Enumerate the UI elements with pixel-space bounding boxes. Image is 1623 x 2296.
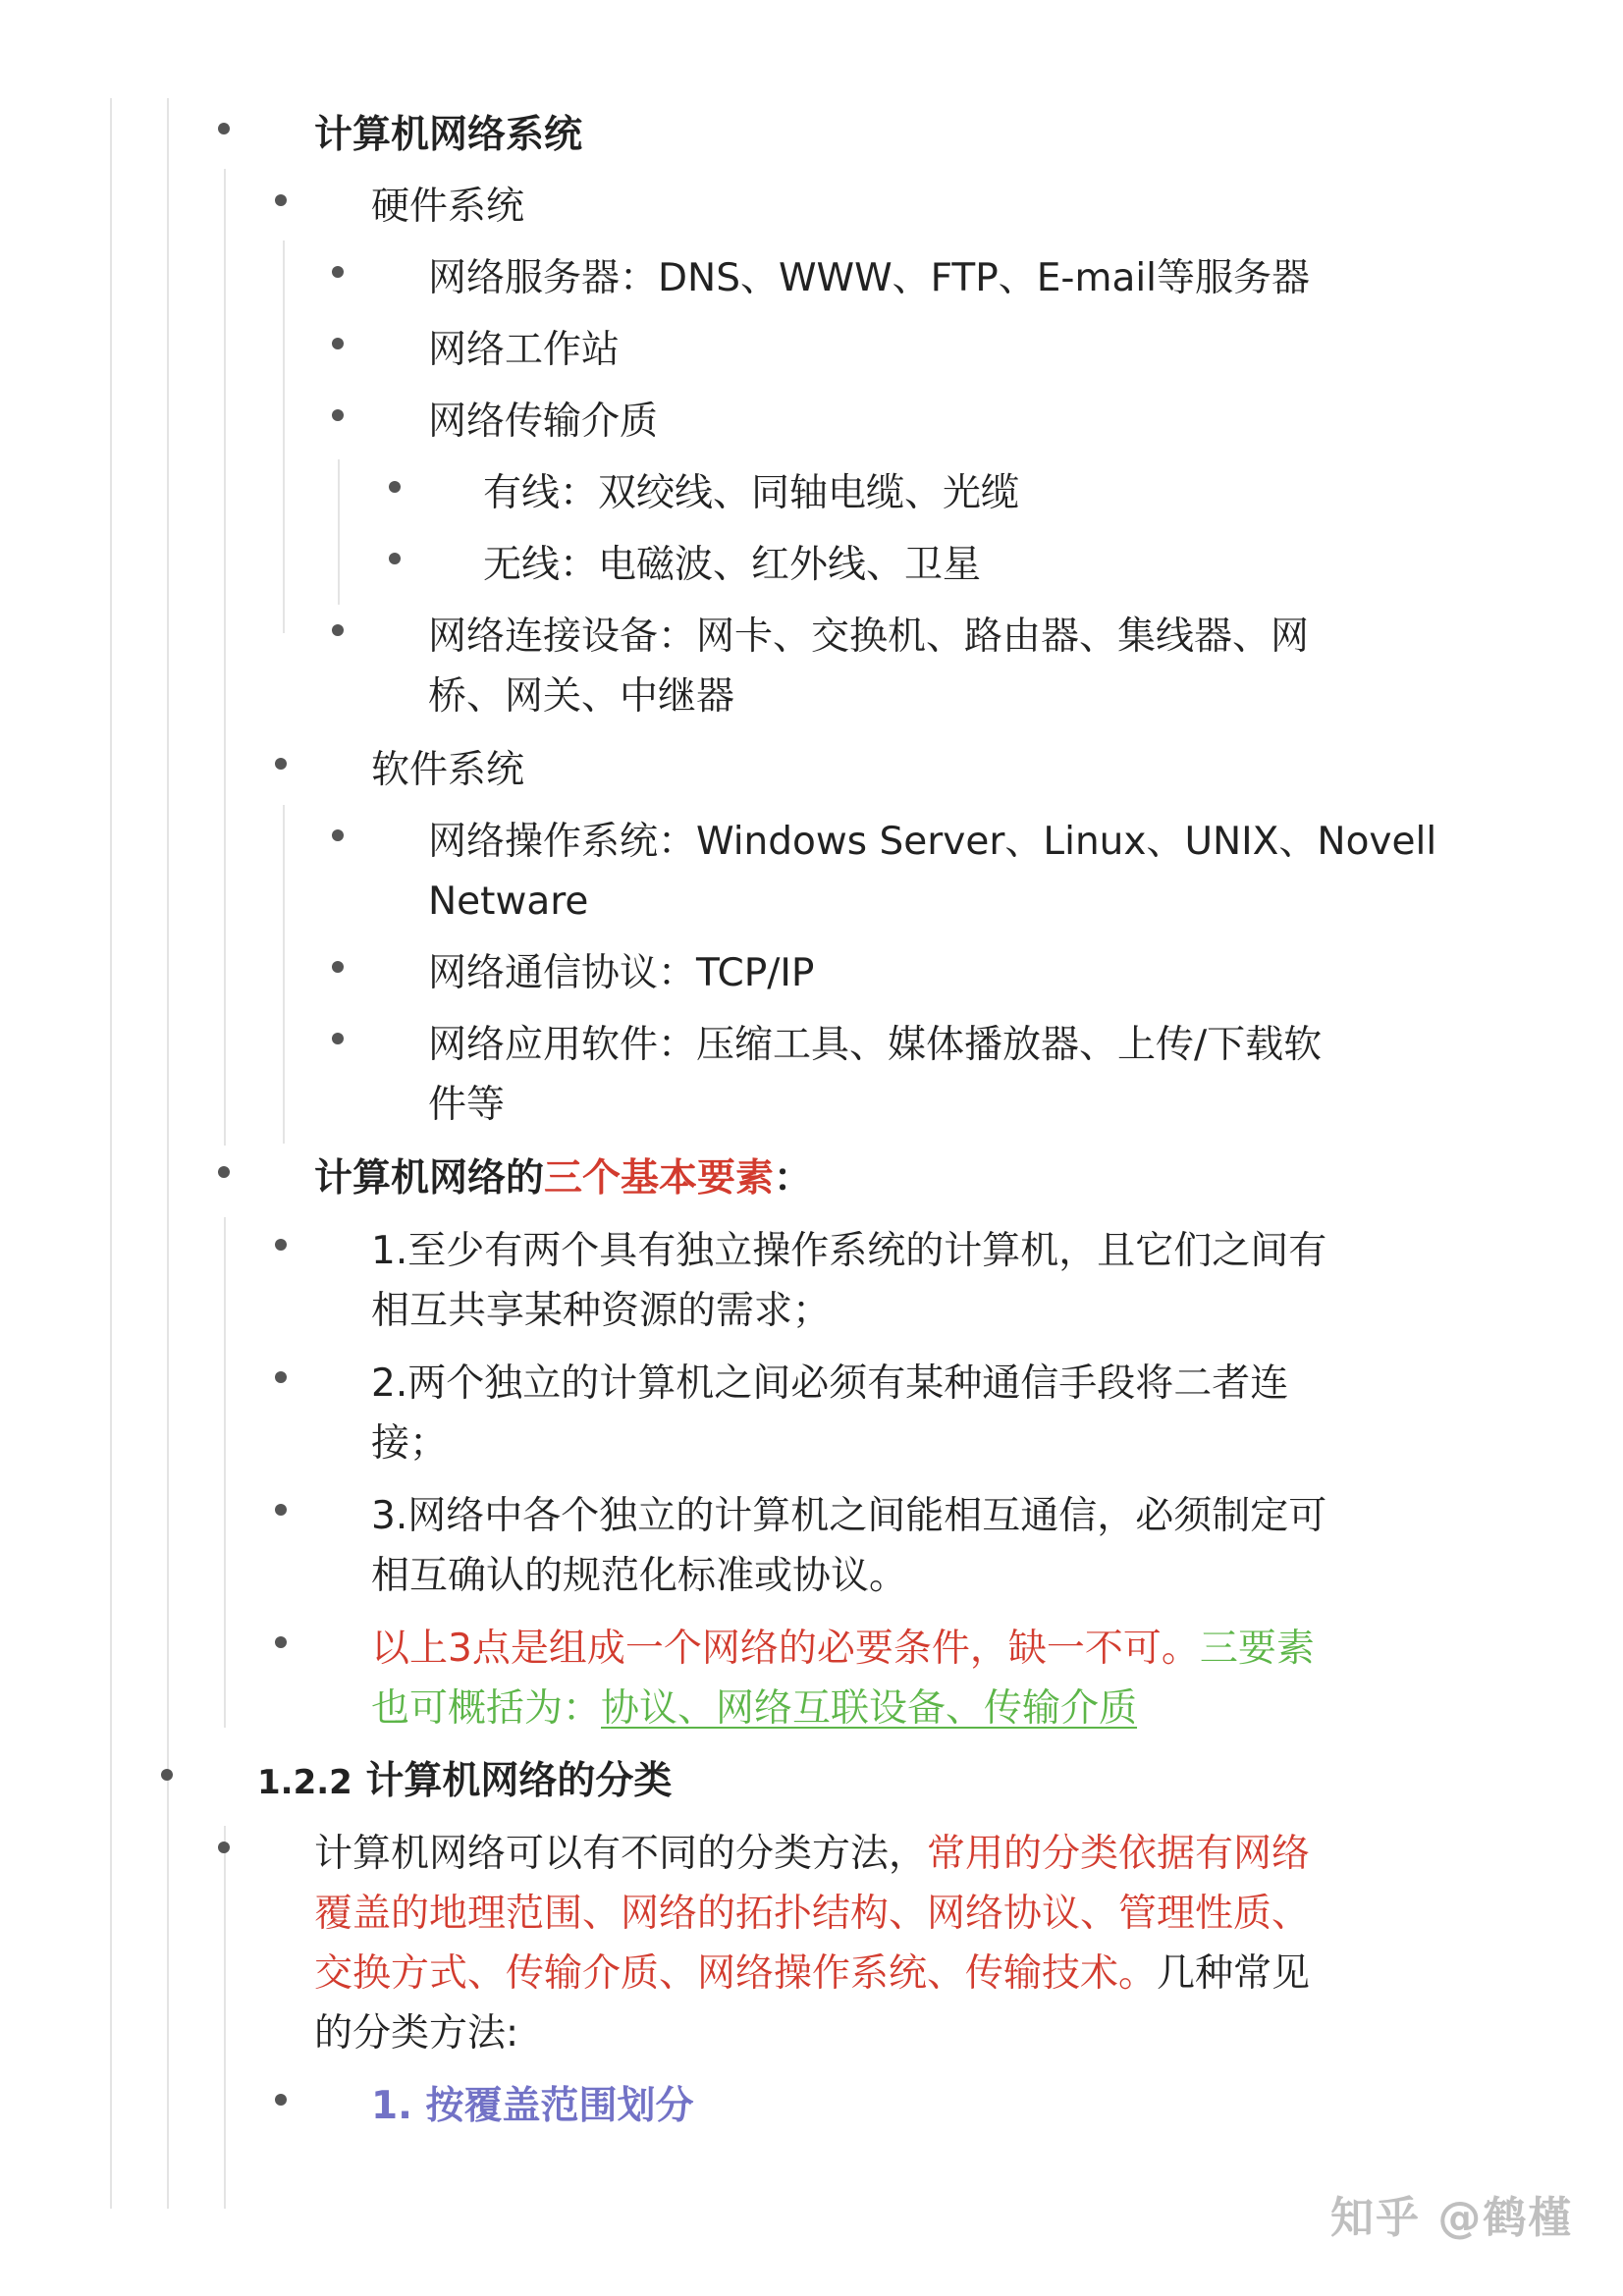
list-item-media: 网络传输介质 xyxy=(428,400,659,444)
outline-guide-line xyxy=(110,98,112,2209)
outline-guide-line xyxy=(224,1826,226,2209)
hardware-system-title: 硬件系统 xyxy=(371,185,525,229)
bullet-dot xyxy=(275,2094,287,2106)
list-item-devices: 网络连接设备：网卡、交换机、路由器、集线器、网 xyxy=(428,614,1310,659)
bullet-dot xyxy=(332,338,344,349)
section-title-network-system: 计算机网络系统 xyxy=(314,113,583,157)
bullet-dot xyxy=(389,481,401,493)
list-item-wireless: 无线：电磁波、红外线、卫星 xyxy=(483,543,982,587)
outline-guide-line xyxy=(283,240,285,633)
list-item-wired: 有线：双绞线、同轴电缆、光缆 xyxy=(483,471,1020,515)
bullet-dot xyxy=(275,194,287,206)
bullet-dot xyxy=(389,553,401,564)
list-item-workstation: 网络工作站 xyxy=(428,328,621,372)
classification-paragraph: 计算机网络可以有不同的分类方法，常用的分类依据有网络 xyxy=(314,1832,1311,1876)
classification-sub-1: 1. 按覆盖范围划分 xyxy=(371,2084,694,2128)
element-item-3: 3.网络中各个独立的计算机之间能相互通信，必须制定可 xyxy=(371,1494,1327,1538)
bullet-dot xyxy=(275,1239,287,1251)
outline-guide-line xyxy=(167,98,169,2209)
element-summary: 以上3点是组成一个网络的必要条件，缺一不可。三要素 xyxy=(371,1627,1315,1671)
list-item-os: 网络操作系统：Windows Server、Linux、UNIX、Novell xyxy=(428,820,1437,864)
list-item-protocol: 网络通信协议：TCP/IP xyxy=(428,951,815,995)
list-item-apps-cont: 件等 xyxy=(428,1083,506,1127)
bullet-dot xyxy=(332,266,344,278)
classification-paragraph-line-4: 的分类方法: xyxy=(314,2011,519,2056)
bullet-dot xyxy=(332,624,344,636)
bullet-dot xyxy=(275,1504,287,1516)
list-item-os-cont: Netware xyxy=(428,880,589,924)
element-item-1: 1.至少有两个具有独立操作系统的计算机，且它们之间有 xyxy=(371,1229,1327,1273)
bullet-dot xyxy=(275,1636,287,1648)
list-item-servers: 网络服务器：DNS、WWW、FTP、E-mail等服务器 xyxy=(428,256,1311,300)
software-system-title: 软件系统 xyxy=(371,748,525,792)
outline-guide-line xyxy=(224,1217,226,1728)
bullet-dot xyxy=(275,758,287,770)
outline-guide-line xyxy=(224,169,226,1146)
bullet-dot xyxy=(332,409,344,421)
outline-guide-line xyxy=(338,459,340,605)
element-item-3-cont: 相互确认的规范化标准或协议。 xyxy=(371,1554,908,1598)
bullet-dot xyxy=(218,1842,230,1853)
classification-paragraph-line-3: 交换方式、传输介质、网络操作系统、传输技术。几种常见 xyxy=(314,1951,1311,1996)
bullet-dot xyxy=(332,961,344,973)
bullet-dot xyxy=(218,1166,230,1178)
element-summary-cont: 也可概括为：协议、网络互联设备、传输介质 xyxy=(371,1686,1138,1731)
list-item-apps: 网络应用软件：压缩工具、媒体播放器、上传/下载软 xyxy=(428,1023,1323,1067)
bullet-dot xyxy=(332,829,344,841)
bullet-dot xyxy=(275,1371,287,1383)
section-heading-classification: 1.2.2 计算机网络的分类 xyxy=(257,1759,673,1803)
classification-paragraph-line-2: 覆盖的地理范围、网络的拓扑结构、网络协议、管理性质、 xyxy=(314,1892,1311,1936)
element-item-2: 2.两个独立的计算机之间必须有某种通信手段将二者连 xyxy=(371,1362,1289,1406)
list-item-devices-cont: 桥、网关、中继器 xyxy=(428,674,735,719)
bullet-dot xyxy=(218,123,230,134)
bullet-dot xyxy=(161,1769,173,1781)
bullet-dot xyxy=(332,1033,344,1044)
element-item-1-cont: 相互共享某种资源的需求； xyxy=(371,1289,832,1333)
section-title-elements: 计算机网络的三个基本要素： xyxy=(314,1156,813,1201)
outline-guide-line xyxy=(283,805,285,1144)
zhihu-watermark: 知乎 @鹤槿 xyxy=(1330,2193,1574,2243)
element-item-2-cont: 接； xyxy=(371,1421,449,1466)
